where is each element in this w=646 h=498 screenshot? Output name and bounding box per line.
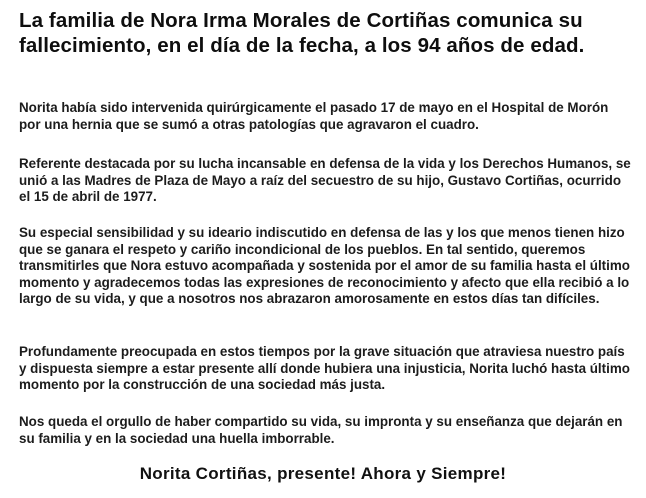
paragraph-struggle: Profundamente preocupada en estos tiempos por la grave situación que atraviesa nuestro país y dispuesta siempre a estar presente allí donde hubiera una injusticia, Norita luchó hasta último momento por la construcción de una sociedad más justa. [19,344,630,392]
paragraph-legacy: Nos queda el orgullo de haber compartido su vida, su impronta y su enseñanza que dejarán en su familia y en la sociedad una huella imborrable. [19,414,623,446]
paragraph-sensibility: Su especial sensibilidad y su ideario indiscutido en defensa de las y los que menos tienen hizo que se ganara el respeto y cariño incondicional de los pueblos. En tal sentido, queremos transmitirles que Nora estuvo acompañada y sostenida por el amor de su familia hasta el último momento y agradecemos todas las expresiones de reconocimiento y afecto que ella recibió a lo largo de su vida, y que a nosotros nos abrazaron amorosamente en estos días tan difíciles. [19,225,630,306]
closing-slogan: Norita Cortiñas, presente! Ahora y Siempre! [139,464,507,483]
paragraph-human-rights: Referente destacada por su lucha incansable en defensa de la vida y los Derechos Humanos, se unió a las Madres de Plaza de Mayo a raíz del secuestro de su hijo, Gustavo Cortiñas, ocurrido el 15 de abril de 1977. [19,156,631,204]
paragraph-surgery: Norita había sido intervenida quirúrgicamente el pasado 17 de mayo en el Hospital de Morón por una hernia que se sumó a otras patologías que agravaron el cuadro. [19,100,609,132]
announcement-headline: La familia de Nora Irma Morales de Cortiñas comunica su fallecimiento, en el día de la fecha, a los 94 años de edad. [19,9,585,57]
